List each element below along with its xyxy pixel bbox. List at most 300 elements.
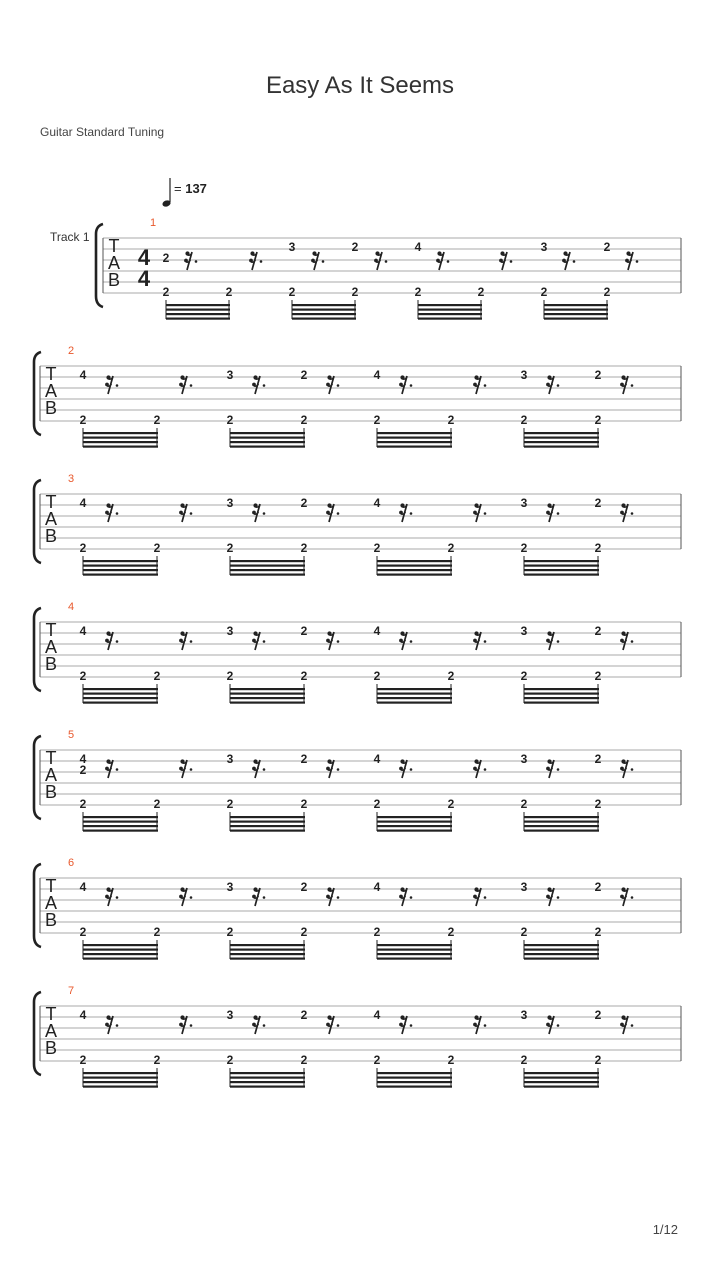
note-beam (292, 304, 356, 306)
fret-number: 2 (153, 413, 161, 427)
rest-dot (410, 1024, 413, 1027)
note-beam (83, 441, 158, 443)
rest-dot (322, 260, 325, 263)
fret-number: 2 (594, 541, 602, 555)
rest-dot (447, 260, 450, 263)
tempo-equals: = (174, 181, 182, 196)
note-beam (524, 441, 599, 443)
note-beam (83, 432, 158, 434)
note-beam (83, 1072, 158, 1074)
note-beam (377, 949, 452, 951)
note-beam (166, 318, 230, 320)
rest-dot (190, 512, 193, 515)
note-beam (377, 816, 452, 818)
fret-number: 3 (520, 496, 528, 510)
rest-dot (410, 512, 413, 515)
sixteenth-rest-icon (399, 1015, 412, 1034)
fret-number: 2 (226, 797, 234, 811)
fret-number: 2 (300, 624, 308, 638)
note-beam (524, 693, 599, 695)
sixteenth-rest-icon (499, 251, 512, 270)
fret-number: 3 (520, 880, 528, 894)
sixteenth-rest-icon (546, 503, 559, 522)
note-beam (83, 446, 158, 448)
tab-clef-letter: T (45, 364, 57, 384)
note-beam (83, 697, 158, 699)
note-beam (83, 953, 158, 955)
fret-number: 2 (288, 285, 296, 299)
sixteenth-rest-icon (546, 375, 559, 394)
rest-dot (116, 896, 119, 899)
note-beam (230, 565, 305, 567)
tab-clef-letter: B (44, 526, 58, 546)
fret-number: 2 (79, 1053, 87, 1067)
fret-number: 2 (300, 752, 308, 766)
note-beam (524, 432, 599, 434)
note-beam (377, 1072, 452, 1074)
fret-number: 2 (351, 285, 359, 299)
rest-dot (263, 896, 266, 899)
fret-number: 4 (373, 496, 381, 510)
rest-dot (337, 384, 340, 387)
fret-number: 2 (300, 1008, 308, 1022)
sixteenth-rest-icon (105, 503, 118, 522)
note-beam (524, 697, 599, 699)
tab-clef-letter: B (44, 1038, 58, 1058)
note-beam (83, 702, 158, 704)
note-beam (544, 309, 608, 311)
fret-number: 3 (226, 1008, 234, 1022)
fret-number: 4 (79, 880, 87, 894)
note-beam (377, 693, 452, 695)
note-beam (166, 304, 230, 306)
note-beam (292, 309, 356, 311)
note-beam (377, 574, 452, 576)
rest-dot (190, 640, 193, 643)
note-beam (524, 830, 599, 832)
fret-number: 3 (226, 880, 234, 894)
fret-number: 2 (447, 797, 455, 811)
sixteenth-rest-icon (546, 887, 559, 906)
sixteenth-rest-icon (546, 759, 559, 778)
rest-dot (116, 1024, 119, 1027)
fret-number: 2 (520, 413, 528, 427)
sixteenth-rest-icon (473, 1015, 486, 1034)
fret-number: 2 (300, 496, 308, 510)
note-beam (524, 574, 599, 576)
rest-dot (116, 512, 119, 515)
sixteenth-rest-icon (473, 375, 486, 394)
tab-clef-letter: T (45, 492, 57, 512)
rest-dot (337, 896, 340, 899)
note-beam (377, 821, 452, 823)
rest-dot (510, 260, 513, 263)
note-beam (377, 446, 452, 448)
note-beam (377, 1081, 452, 1083)
sixteenth-rest-icon (473, 887, 486, 906)
fret-number: 2 (79, 541, 87, 555)
rest-dot (631, 384, 634, 387)
note-beam (83, 958, 158, 960)
score-title: Easy As It Seems (265, 72, 455, 99)
measure-number: 1 (149, 217, 157, 229)
note-beam (230, 560, 305, 562)
rest-dot (337, 512, 340, 515)
fret-number: 4 (79, 624, 87, 638)
fret-number: 2 (520, 1053, 528, 1067)
fret-number: 2 (373, 413, 381, 427)
fret-number: 4 (79, 752, 87, 766)
rest-dot (263, 1024, 266, 1027)
measure-number: 4 (67, 601, 75, 613)
sixteenth-rest-icon (473, 631, 486, 650)
note-beam (524, 560, 599, 562)
note-beam (524, 437, 599, 439)
note-beam (166, 309, 230, 311)
note-beam (230, 446, 305, 448)
fret-number: 2 (373, 1053, 381, 1067)
rest-dot (116, 384, 119, 387)
sixteenth-rest-icon (105, 887, 118, 906)
note-beam (83, 693, 158, 695)
sixteenth-rest-icon (625, 251, 638, 270)
fret-number: 3 (226, 496, 234, 510)
note-beam (292, 318, 356, 320)
fret-number: 2 (594, 1008, 602, 1022)
fret-number: 2 (153, 797, 161, 811)
note-beam (524, 1072, 599, 1074)
fret-number: 2 (226, 925, 234, 939)
note-beam (377, 958, 452, 960)
fret-number: 2 (226, 669, 234, 683)
rest-dot (631, 640, 634, 643)
fret-number: 2 (540, 285, 548, 299)
sixteenth-rest-icon (252, 1015, 265, 1034)
note-beam (377, 437, 452, 439)
fret-number: 2 (300, 925, 308, 939)
tab-clef-letter: A (44, 1021, 58, 1041)
tab-clef-letter: B (44, 398, 58, 418)
rest-dot (484, 896, 487, 899)
fret-number: 2 (447, 413, 455, 427)
note-beam (230, 688, 305, 690)
note-beam (230, 1081, 305, 1083)
note-beam (230, 702, 305, 704)
rest-dot (410, 896, 413, 899)
sixteenth-rest-icon (252, 375, 265, 394)
sixteenth-rest-icon (105, 375, 118, 394)
note-beam (83, 944, 158, 946)
note-beam (377, 1077, 452, 1079)
sixteenth-rest-icon (326, 887, 339, 906)
sixteenth-rest-icon (546, 1015, 559, 1034)
fret-number: 2 (447, 925, 455, 939)
note-beam (230, 949, 305, 951)
note-beam (230, 574, 305, 576)
note-beam (230, 825, 305, 827)
fret-number: 3 (226, 368, 234, 382)
fret-number: 2 (300, 541, 308, 555)
sixteenth-rest-icon (179, 759, 192, 778)
sixteenth-rest-icon (252, 759, 265, 778)
rest-dot (631, 896, 634, 899)
fret-number: 2 (477, 285, 485, 299)
note-beam (230, 953, 305, 955)
fret-number: 2 (300, 880, 308, 894)
sixteenth-rest-icon (546, 631, 559, 650)
note-beam (83, 830, 158, 832)
tab-clef-letter: A (44, 765, 58, 785)
note-beam (377, 441, 452, 443)
rest-dot (195, 260, 198, 263)
rest-dot (263, 768, 266, 771)
note-beam (524, 1081, 599, 1083)
note-beam (377, 688, 452, 690)
fret-number: 2 (226, 541, 234, 555)
note-beam (377, 702, 452, 704)
note-beam (83, 949, 158, 951)
note-beam (230, 958, 305, 960)
fret-number: 4 (373, 1008, 381, 1022)
rest-dot (631, 512, 634, 515)
tab-clef-letter: T (45, 748, 57, 768)
rest-dot (116, 768, 119, 771)
note-beam (377, 560, 452, 562)
note-beam (524, 944, 599, 946)
sixteenth-rest-icon (473, 759, 486, 778)
note-beam (377, 432, 452, 434)
fret-number: 3 (540, 240, 548, 254)
rest-dot (337, 640, 340, 643)
note-beam (524, 688, 599, 690)
fret-number: 2 (447, 541, 455, 555)
tab-clef-letter: T (45, 1004, 57, 1024)
fret-number: 2 (300, 413, 308, 427)
rest-dot (484, 512, 487, 515)
rest-dot (385, 260, 388, 263)
sixteenth-rest-icon (252, 503, 265, 522)
sixteenth-rest-icon (374, 251, 387, 270)
sixteenth-rest-icon (179, 1015, 192, 1034)
fret-number: 2 (226, 1053, 234, 1067)
note-beam (544, 318, 608, 320)
sixteenth-rest-icon (326, 631, 339, 650)
measure-number: 3 (67, 473, 75, 485)
sixteenth-rest-icon (326, 375, 339, 394)
sixteenth-rest-icon (436, 251, 449, 270)
fret-number: 2 (162, 285, 170, 299)
sixteenth-rest-icon (326, 1015, 339, 1034)
fret-number: 2 (153, 925, 161, 939)
note-beam (377, 565, 452, 567)
fret-number: 4 (373, 880, 381, 894)
measure-number: 2 (67, 345, 75, 357)
sixteenth-rest-icon (252, 631, 265, 650)
rest-dot (484, 768, 487, 771)
note-beam (83, 825, 158, 827)
note-beam (83, 1077, 158, 1079)
tempo-value: 137 (185, 181, 207, 196)
rest-dot (631, 1024, 634, 1027)
sixteenth-rest-icon (105, 1015, 118, 1034)
note-beam (83, 574, 158, 576)
note-beam (524, 702, 599, 704)
tab-clef-letter: A (44, 509, 58, 529)
fret-number: 2 (520, 541, 528, 555)
note-beam (377, 1086, 452, 1088)
note-beam (83, 437, 158, 439)
fret-number: 2 (603, 240, 611, 254)
note-beam (230, 1086, 305, 1088)
note-beam (166, 313, 230, 315)
note-beam (230, 432, 305, 434)
note-beam (83, 569, 158, 571)
fret-number: 2 (594, 1053, 602, 1067)
note-beam (524, 821, 599, 823)
fret-number: 4 (79, 496, 87, 510)
note-beam (377, 953, 452, 955)
note-beam (377, 944, 452, 946)
page-number: 1/12 (652, 1222, 678, 1237)
note-beam (377, 697, 452, 699)
note-beam (230, 1072, 305, 1074)
sixteenth-rest-icon (179, 503, 192, 522)
measure-number: 5 (67, 729, 75, 741)
note-beam (524, 569, 599, 571)
fret-number: 2 (225, 285, 233, 299)
fret-number: 3 (226, 624, 234, 638)
rest-dot (337, 768, 340, 771)
sixteenth-rest-icon (473, 503, 486, 522)
note-beam (292, 313, 356, 315)
fret-number: 2 (79, 797, 87, 811)
fret-number: 2 (447, 1053, 455, 1067)
rest-dot (557, 512, 560, 515)
fret-number: 2 (594, 624, 602, 638)
fret-number: 2 (373, 541, 381, 555)
fret-number: 3 (520, 1008, 528, 1022)
fret-number: 2 (226, 413, 234, 427)
fret-number: 2 (594, 925, 602, 939)
note-beam (83, 821, 158, 823)
note-beam (524, 958, 599, 960)
fret-number: 2 (300, 1053, 308, 1067)
tab-clef-letter: T (108, 236, 120, 256)
fret-number: 3 (520, 368, 528, 382)
rest-dot (260, 260, 263, 263)
rest-dot (573, 260, 576, 263)
sixteenth-rest-icon (399, 375, 412, 394)
note-beam (418, 313, 482, 315)
fret-number: 2 (79, 413, 87, 427)
sixteenth-rest-icon (562, 251, 575, 270)
fret-number: 4 (79, 1008, 87, 1022)
note-beam (524, 949, 599, 951)
fret-number: 2 (447, 669, 455, 683)
sixteenth-rest-icon (326, 759, 339, 778)
fret-number: 3 (226, 752, 234, 766)
tab-clef-letter: A (107, 253, 121, 273)
fret-number: 2 (79, 925, 87, 939)
rest-dot (190, 384, 193, 387)
sixteenth-rest-icon (399, 631, 412, 650)
fret-number: 2 (79, 669, 87, 683)
fret-number: 2 (520, 925, 528, 939)
fret-number: 3 (288, 240, 296, 254)
rest-dot (263, 512, 266, 515)
sixteenth-rest-icon (179, 631, 192, 650)
sixteenth-rest-icon (620, 375, 633, 394)
note-beam (230, 816, 305, 818)
note-beam (230, 693, 305, 695)
note-beam (544, 304, 608, 306)
sixteenth-rest-icon (620, 503, 633, 522)
sixteenth-rest-icon (252, 887, 265, 906)
note-beam (230, 944, 305, 946)
fret-number: 2 (594, 797, 602, 811)
rest-dot (263, 384, 266, 387)
fret-number: 2 (594, 368, 602, 382)
fret-number: 2 (414, 285, 422, 299)
time-signature-denominator: 4 (137, 266, 151, 291)
tab-clef-letter: B (44, 910, 58, 930)
note-beam (230, 821, 305, 823)
note-beam (524, 953, 599, 955)
note-beam (83, 565, 158, 567)
sixteenth-rest-icon (179, 887, 192, 906)
tab-clef-letter: T (45, 620, 57, 640)
rest-dot (557, 768, 560, 771)
fret-number: 3 (520, 752, 528, 766)
note-beam (418, 318, 482, 320)
rest-dot (410, 768, 413, 771)
note-beam (230, 830, 305, 832)
rest-dot (557, 640, 560, 643)
fret-number: 4 (373, 368, 381, 382)
note-beam (83, 816, 158, 818)
rest-dot (190, 1024, 193, 1027)
fret-number: 4 (373, 752, 381, 766)
note-beam (524, 446, 599, 448)
note-beam (230, 569, 305, 571)
rest-dot (557, 896, 560, 899)
fret-number: 2 (351, 240, 359, 254)
rest-dot (484, 640, 487, 643)
note-beam (230, 1077, 305, 1079)
rest-dot (557, 384, 560, 387)
rest-dot (116, 640, 119, 643)
sixteenth-rest-icon (399, 887, 412, 906)
rest-dot (337, 1024, 340, 1027)
sixteenth-rest-icon (620, 1015, 633, 1034)
note-beam (83, 1086, 158, 1088)
fret-number: 2 (594, 496, 602, 510)
sixteenth-rest-icon (105, 759, 118, 778)
sixteenth-rest-icon (620, 759, 633, 778)
fret-number: 2 (153, 1053, 161, 1067)
rest-dot (263, 640, 266, 643)
tab-clef-letter: B (44, 782, 58, 802)
note-beam (83, 560, 158, 562)
fret-number: 2 (153, 669, 161, 683)
fret-number: 2 (603, 285, 611, 299)
note-beam (83, 1081, 158, 1083)
system-bracket (96, 224, 103, 307)
note-beam (230, 437, 305, 439)
note-beam (418, 309, 482, 311)
rest-dot (190, 768, 193, 771)
fret-number: 2 (79, 763, 87, 777)
